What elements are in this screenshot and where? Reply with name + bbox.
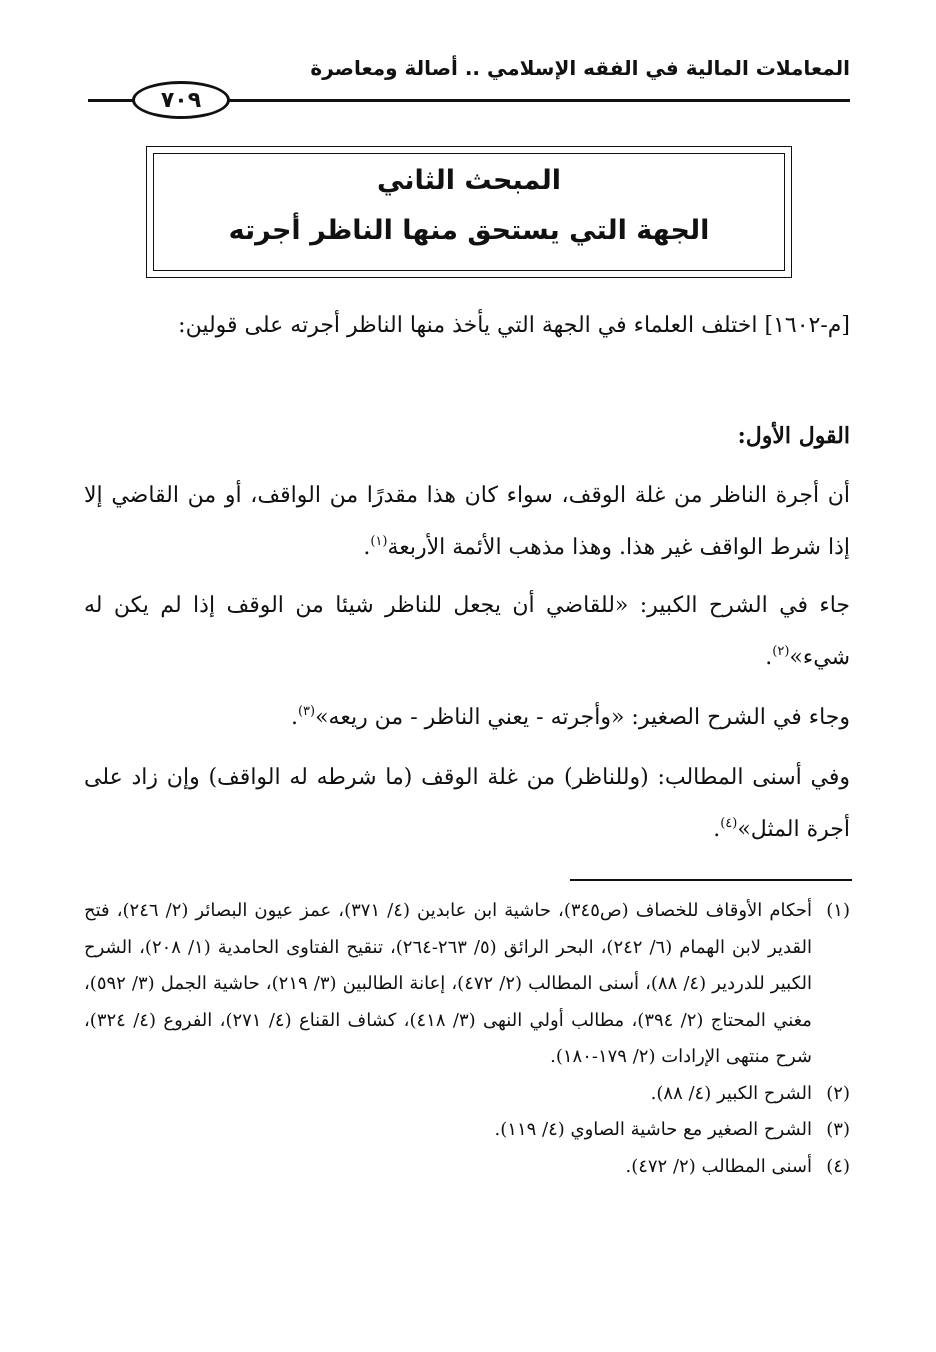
first-opinion-heading-text: القول الأول: bbox=[737, 423, 850, 449]
paragraph-intro bbox=[84, 300, 850, 352]
footnote-separator bbox=[570, 879, 852, 881]
page-number: ٧٠٩ bbox=[160, 87, 202, 113]
first-opinion-end: . bbox=[363, 535, 371, 560]
footnotes bbox=[84, 893, 850, 1185]
footnote-number: (٣) bbox=[826, 1119, 850, 1140]
paragraph-asna-matalib bbox=[84, 752, 850, 856]
sharh-kabir-text: جاء في الشرح الكبير: «للقاضي أن يجعل للناظر شيئا من الوقف إذا لم يكن له شيء» bbox=[84, 593, 850, 670]
sharh-kabir-end: . bbox=[765, 645, 773, 670]
sharh-saghir-end: . bbox=[290, 705, 298, 730]
footnote-ref-1[interactable]: (١) bbox=[370, 534, 388, 549]
footnote-2 bbox=[84, 1076, 850, 1113]
footnote-text: أحكام الأوقاف للخصاف (ص٣٤٥)، حاشية ابن عابدين (٤/ ٣٧١)، عمز عيون البصائر (٢/ ٢٤٦)، فتح القدير لابن الهمام (٦/ ٢٤٢)، البحر الرائق (٥/ ٢٦٣-٢٦٤)، تنقيح الفتاوى الحامدية (١/ ٢٠٨)، الشرح الكبير للدردير (٤/ ٨٨)، أسنى المطالب (٢/ ٤٧٢)، إعانة الطالبين (٣/ ٢١٩)، حاشية الجمل (٣/ ٥٩٢)، مغني المحتاج (٢/ ٣٩٤)، مطالب أولي النهى (٣/ ٤١٨)، كشاف القناع (٤/ ٢٧١)، الفروع (٤/ ٣٢٤)، شرح منتهى الإرادات (٢/ ١٧٩-١٨٠). bbox=[84, 900, 813, 1067]
paragraph-sharh-saghir bbox=[84, 692, 850, 744]
footnote-3 bbox=[84, 1112, 850, 1149]
footnote-number: (١) bbox=[826, 900, 850, 921]
footnote-1 bbox=[84, 893, 850, 1076]
footnote-text: أسنى المطالب (٢/ ٤٧٢). bbox=[625, 1155, 812, 1177]
footnote-text: الشرح الكبير (٤/ ٨٨). bbox=[650, 1082, 812, 1104]
paragraph-sharh-kabir bbox=[84, 580, 850, 684]
page-number-badge bbox=[132, 81, 230, 119]
running-header-title: المعاملات المالية في الفقه الإسلامي .. أصالة ومعاصرة bbox=[310, 56, 850, 80]
sharh-saghir-text: وجاء في الشرح الصغير: «وأجرته - يعني الناظر - من ريعه» bbox=[315, 705, 850, 730]
paragraph-first-opinion-heading bbox=[84, 410, 850, 462]
paragraph-first-opinion bbox=[84, 470, 850, 574]
footnote-ref-2[interactable]: (٢) bbox=[772, 644, 790, 659]
footnote-ref-4[interactable]: (٤) bbox=[720, 816, 738, 831]
asna-matalib-text: وفي أسنى المطالب: (وللناظر) من غلة الوقف (ما شرطه له الواقف) وإن زاد على أجرة المثل» bbox=[84, 765, 850, 842]
footnote-text: الشرح الصغير مع حاشية الصاوي (٤/ ١١٩). bbox=[494, 1119, 812, 1140]
footnote-number: (٢) bbox=[826, 1082, 850, 1104]
section-title: المبحث الثاني bbox=[377, 165, 561, 196]
asna-matalib-end: . bbox=[713, 817, 721, 842]
section-title-frame bbox=[146, 146, 792, 278]
footnote-number: (٤) bbox=[826, 1155, 850, 1177]
footnote-ref-3[interactable]: (٣) bbox=[297, 704, 316, 719]
first-opinion-text: أن أجرة الناظر من غلة الوقف، سواء كان هذا مقدرًا من الواقف، أو من القاضي إلا إذا شرط الواقف غير هذا. وهذا مذهب الأئمة الأربعة bbox=[84, 483, 850, 560]
section-subtitle: الجهة التي يستحق منها الناظر أجرته bbox=[228, 215, 710, 246]
footnote-4 bbox=[84, 1149, 850, 1186]
paragraph-intro-text: [م-١٦٠٢] اختلف العلماء في الجهة التي يأخذ منها الناظر أجرته على قولين: bbox=[178, 313, 850, 338]
